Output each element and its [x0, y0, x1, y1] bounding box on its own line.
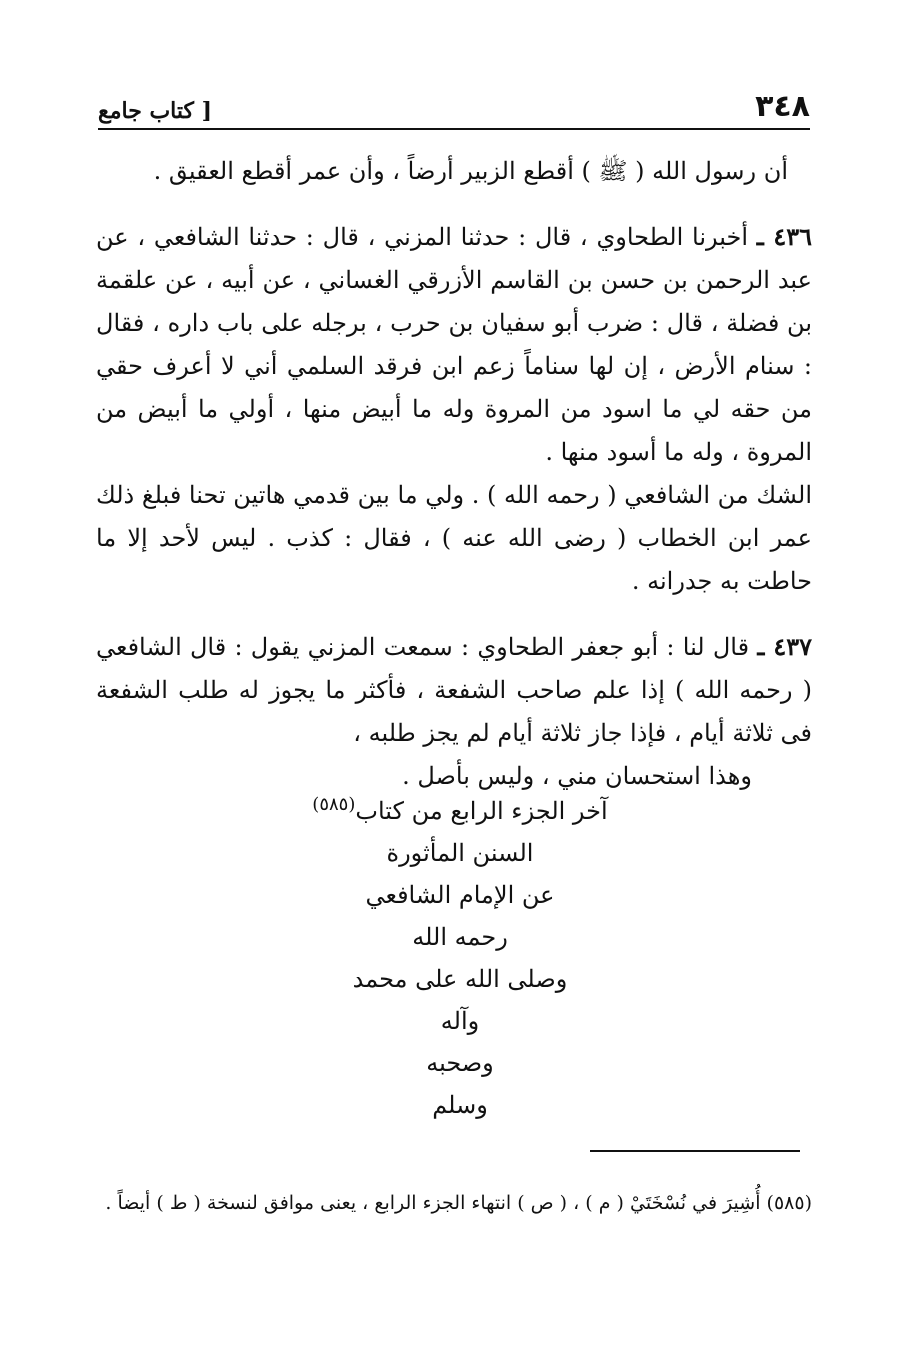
- footnote: (٥٨٥) أُشِيرَ في نُسْخَتَيْ ( م ) ، ( ص ) انتهاء الجزء الرابع ، يعنى موافق لنسخة ( ط ) أيضاً .: [105, 1192, 812, 1214]
- colophon-line-3: عن الإمام الشافعي: [365, 881, 555, 909]
- colophon: [250, 790, 670, 1126]
- running-head: [ كتاب جامع: [98, 98, 213, 124]
- hadith-437-closing: وهذا استحسان مني ، وليس بأصل .: [402, 762, 752, 790]
- hadith-437: [96, 625, 812, 755]
- hadith-437-text: قال لنا : أبو جعفر الطحاوي : سمعت المزني يقول : قال الشافعي ( رحمه الله ) إذا علم صاحب الشفعة ، فأكثر ما يجوز له طلب الشفعة فى ثلاثة أيام ، فإذا جاز ثلاثة أيام لم يجز طلبه ،: [96, 633, 812, 747]
- colophon-line-1: [250, 790, 670, 832]
- hadith-number-437: ٤٣٧ ـ: [757, 632, 812, 661]
- paragraph-opening: أن رسول الله ( ﷺ ) أقطع الزبير أرضاً ، وأن عمر أقطع العقيق .: [153, 157, 788, 185]
- colophon-line-1-text: آخر الجزء الرابع من كتاب: [355, 797, 608, 825]
- colophon-line-2: السنن المأثورة: [386, 839, 534, 867]
- hadith-436-continuation: الشك من الشافعي ( رحمه الله ) . ولي ما بين قدمي هاتين تحنا فبلغ ذلك عمر ابن الخطاب ( رضى الله عنه ) ، فقال : كذب . ليس لأحد إلا ما حاطت به جدرانه .: [96, 481, 812, 595]
- hadith-436: [96, 215, 812, 474]
- colophon-line-4: رحمه الله: [412, 923, 508, 951]
- page-number: ٣٤٨: [755, 89, 810, 124]
- main-text: [96, 150, 812, 798]
- colophon-line-8: وسلم: [432, 1091, 488, 1119]
- colophon-line-6: وآله: [440, 1007, 480, 1035]
- page-header: [98, 78, 810, 130]
- colophon-line-5: وصلى الله على محمد: [352, 965, 568, 993]
- hadith-number-436: ٤٣٦ ـ: [756, 222, 812, 251]
- footnote-separator: [590, 1150, 800, 1152]
- hadith-436-text: أخبرنا الطحاوي ، قال : حدثنا المزني ، قال : حدثنا الشافعي ، عن عبد الرحمن بن حسن بن القاسم الأزرقي الغساني ، عن أبيه ، عن علقمة بن فضلة ، قال : ضرب أبو سفيان بن حرب ، برجله على باب داره ، فقال : سنام الأرض ، إن لها سناماً زعم ابن فرقد السلمي أني لا أعرف حقي من حقه لي ما اسود من المروة وله ما أبيض منها ، أولي ما أبيض من المروة ، وله ما أسود منها .: [96, 223, 812, 466]
- footnote-reference: (٥٨٥): [312, 794, 356, 815]
- colophon-line-7: وصحبه: [426, 1049, 494, 1077]
